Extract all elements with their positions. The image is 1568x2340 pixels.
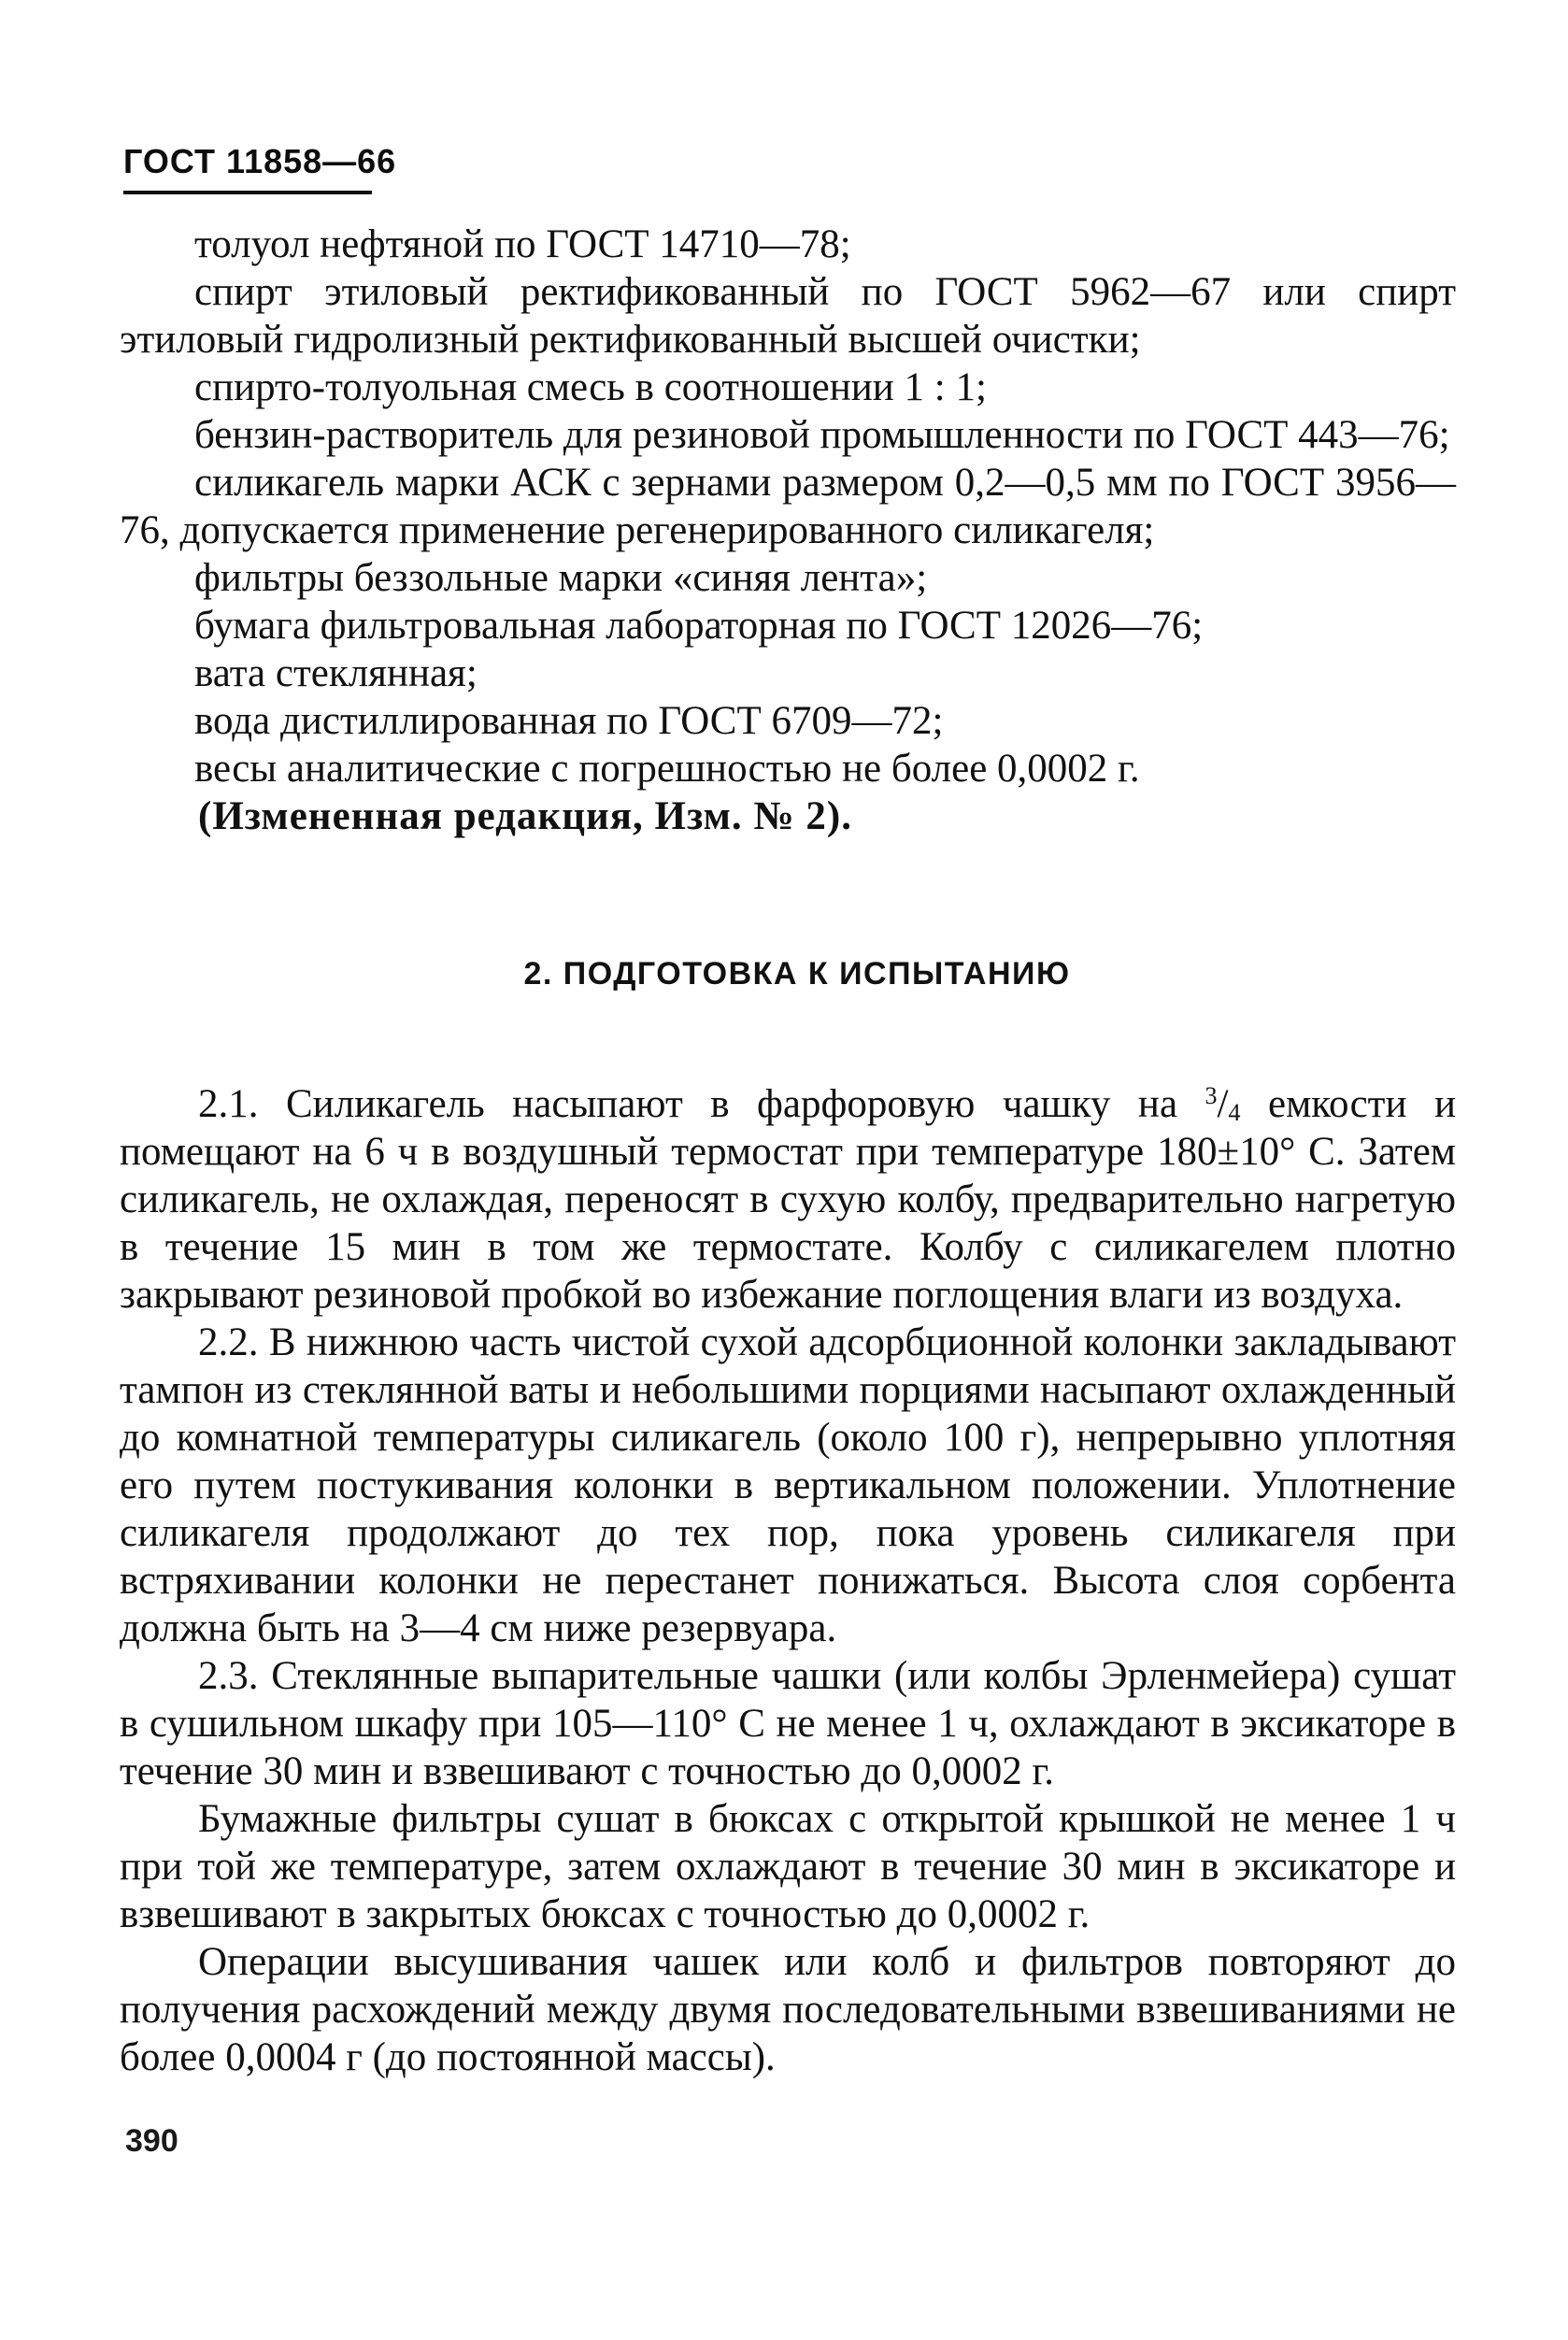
paragraph-repeat: Операции высушивания чашек или колб и фильтров повторяют до получения расхождений между двумя последовательными взвешиваниями не более 0,0004 г (до постоянной массы). — [120, 1940, 1456, 2079]
paragraph-2-1-end: емкости и помещают на 6 ч в воздушный термостат при температуре 180±10° С. Затем силикагель, не охлаждая, переносят в сухую колбу, предварительно нагретую в течение 15 мин в том же термостате. Колбу с силикагелем плотно закрывают резиновой пробкой во избежание поглощения влаги из воздуха. — [120, 1082, 1456, 1317]
header-rule — [123, 191, 372, 194]
material-item: силикагель марки АСК с зернами размером 0,2—0,5 мм по ГОСТ 3956—76, допускается применение регенерированного силикагеля; — [120, 461, 1456, 552]
paragraph-2-3: 2.3. Стеклянные выпарительные чашки (или колбы Эрленмейера) сушат в сушильном шкафу при 105—110° С не менее 1 ч, охлаждают в эксикаторе в течение 30 мин и взвешивают с точностью до 0,0002 г. — [120, 1654, 1456, 1793]
material-item: вата стеклянная; — [194, 651, 478, 695]
page-number: 390 — [125, 2123, 178, 2159]
material-item: вода дистиллированная по ГОСТ 6709—72; — [194, 699, 944, 743]
material-item: спирт этиловый ректификованный по ГОСТ 5962—67 или спирт этиловый гидролизный ректификованный высшей очистки; — [120, 270, 1456, 362]
material-item: фильтры беззольные марки «синяя лента»; — [194, 556, 928, 600]
material-item: толуол нефтяной по ГОСТ 14710—78; — [194, 222, 851, 266]
material-item: бензин-растворитель для резиновой промышленности по ГОСТ 443—76; — [194, 413, 1450, 457]
material-item: весы аналитические с погрешностью не более 0,0002 г. — [194, 747, 1140, 791]
fraction-denominator: 4 — [1228, 1099, 1241, 1126]
paragraph-2-1-start: 2.1. Силикагель насыпают в фарфоровую чашку на — [198, 1082, 1205, 1126]
fraction-numerator: 3 — [1205, 1082, 1218, 1109]
amendment-note: (Измененная редакция, Изм. № 2). — [198, 794, 852, 838]
material-item: спирто-толуольная смесь в соотношении 1 : 1; — [194, 365, 987, 409]
running-title: ГОСТ 11858—66 — [123, 142, 397, 180]
page-body — [120, 221, 1456, 2081]
paragraph-2-2: 2.2. В нижнюю часть чистой сухой адсорбционной колонки закладывают тампон из стеклянной ваты и небольшими порциями насыпают охлажденный до комнатной температуры силикагель (около 100 г), непрерывно уплотняя его путем постукивания колонки в вертикальном положении. Уплотнение силикагеля продолжают до тех пор, пока уровень силикагеля при встряхивании колонки не перестанет понижаться. Высота слоя сорбента должна быть на 3—4 см ниже резервуара. — [120, 1320, 1456, 1650]
material-item: бумага фильтровальная лабораторная по ГОСТ 12026—76; — [194, 604, 1204, 648]
section-title: 2. ПОДГОТОВКА К ИСПЫТАНИЮ — [523, 956, 1071, 992]
paragraph-filters: Бумажные фильтры сушат в бюксах с открытой крышкой не менее 1 ч при той же температуре, затем охлаждают в течение 30 мин в эксикаторе и взвешивают в закрытых бюксах с точностью до 0,0002 г. — [120, 1797, 1456, 1936]
paragraph-2-1: 2.1. Силикагель насыпают в фарфоровую чашку на $^3/_4$ емкости и помещают на 6 ч в воздушный термостат при температуре 180±10° С. Затем силикагель, не охлаждая, переносят в сухую колбу, предварительно нагретую в течение 15 мин в том же термостате. Колбу с силикагелем плотно закрывают резиновой пробкой во избежание поглощения влаги из воздуха. — [120, 1082, 1456, 1317]
